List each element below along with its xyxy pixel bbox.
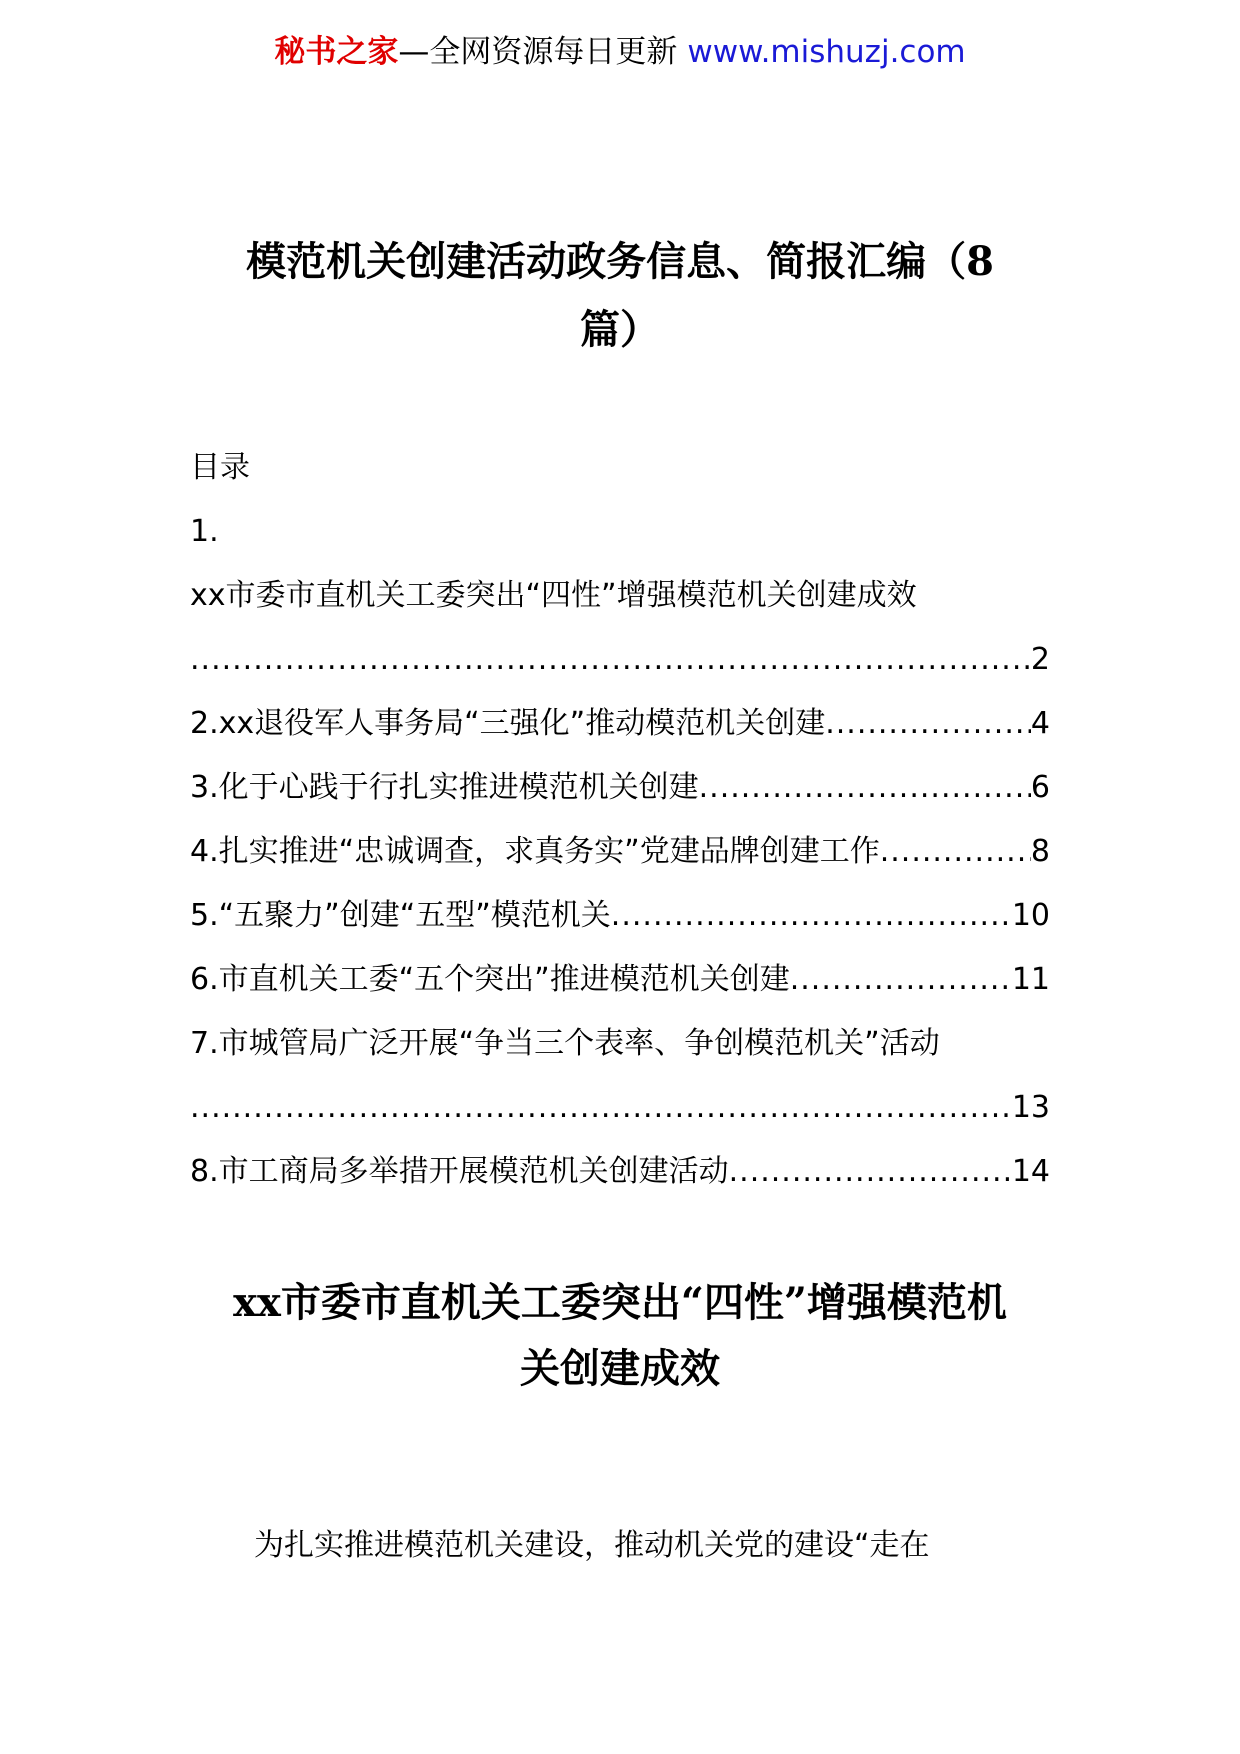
table-of-contents: [190, 436, 1050, 1204]
toc-item-text: 8.市工商局多举措开展模范机关创建活动: [190, 1154, 729, 1189]
toc-item-text: 6.市直机关工委“五个突出”推进模范机关创建: [190, 962, 790, 997]
section-title: [190, 1270, 1050, 1402]
toc-item-text: xx市委市直机关工委突出“四性”增强模范机关创建成效: [190, 578, 917, 613]
toc-item-text: 5.“五聚力”创建“五型”模范机关: [190, 898, 611, 933]
toc-item-4[interactable]: [190, 820, 1050, 884]
document-title-line-1: 模范机关创建活动政务信息、简报汇编（8: [246, 238, 994, 285]
toc-page-number: 11: [1011, 962, 1050, 997]
body-paragraph: 为扎实推进模范机关建设，推动机关党的建设“走在: [254, 1528, 930, 1563]
toc-page-number: 8: [1030, 834, 1050, 869]
toc-heading: 目录: [190, 450, 250, 485]
toc-page-number: 13: [1011, 1090, 1050, 1125]
toc-item-number: 1.: [190, 514, 219, 549]
toc-item-8[interactable]: [190, 1140, 1050, 1204]
document-title: [190, 228, 1050, 364]
toc-leader: [699, 756, 1031, 820]
toc-item-7-leader[interactable]: [190, 1076, 1050, 1140]
toc-page-number: 14: [1011, 1154, 1050, 1189]
toc-page-number: 10: [1011, 898, 1050, 933]
toc-leader: [190, 628, 1031, 692]
toc-leader: [611, 884, 1012, 948]
toc-leader: [880, 820, 1031, 884]
brand-name[interactable]: 秘书之家: [274, 34, 399, 70]
document-title-line-2: 篇）: [580, 306, 660, 353]
toc-item-text: 7.市城管局广泛开展“争当三个表率、争创模范机关”活动: [190, 1026, 940, 1061]
toc-leader: [729, 1140, 1012, 1204]
toc-item-1-leader[interactable]: [190, 628, 1050, 692]
toc-leader: [790, 948, 1012, 1012]
toc-item-3[interactable]: [190, 756, 1050, 820]
toc-item-text: 2.xx退役军人事务局“三强化”推动模范机关创建: [190, 706, 826, 741]
toc-item-1-text[interactable]: [190, 564, 1050, 628]
toc-leader: [190, 1076, 1012, 1140]
section-title-line-1: xx市委市直机关工委突出“四性”增强模范机: [233, 1279, 1007, 1326]
toc-item-text: 4.扎实推进“忠诚调查，求真务实”党建品牌创建工作: [190, 834, 880, 869]
toc-page-number: 6: [1030, 770, 1050, 805]
toc-item-7-text[interactable]: [190, 1012, 1050, 1076]
toc-page-number: 2: [1030, 642, 1050, 677]
toc-item-5[interactable]: [190, 884, 1050, 948]
page-header: [0, 30, 1240, 74]
slogan: —全网资源每日更新: [398, 34, 678, 70]
toc-leader: [825, 692, 1031, 756]
section-title-line-2: 关创建成效: [520, 1345, 720, 1392]
toc-item-text: 3.化于心践于行扎实推进模范机关创建: [190, 770, 699, 805]
toc-item-2[interactable]: [190, 692, 1050, 756]
toc-page-number: 4: [1030, 706, 1050, 741]
toc-item-6[interactable]: [190, 948, 1050, 1012]
toc-item-1-number[interactable]: [190, 500, 1050, 564]
website-link[interactable]: www.mishuzj.com: [687, 34, 966, 70]
